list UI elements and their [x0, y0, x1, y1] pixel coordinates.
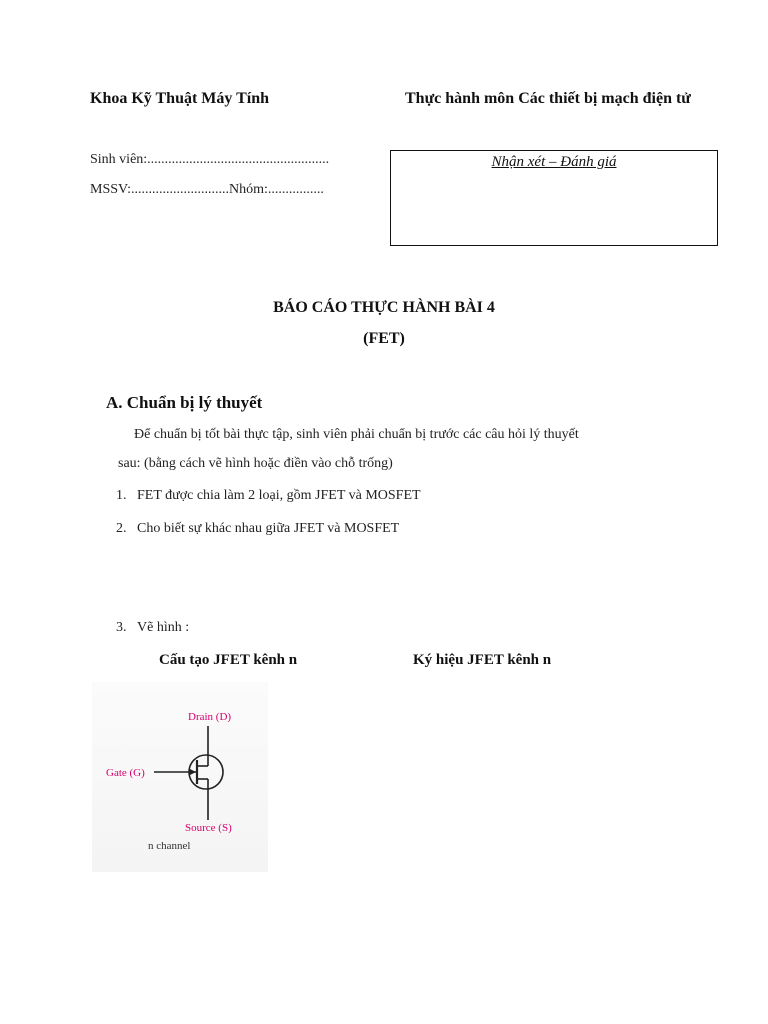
student-name-field: Sinh viên:....................................................	[90, 152, 330, 167]
jfet-symbol-diagram	[92, 682, 268, 872]
report-title: BÁO CÁO THỰC HÀNH BÀI 4	[273, 299, 495, 316]
department-name: Khoa Kỹ Thuật Máy Tính	[90, 90, 270, 107]
jfet-symbol-label: Ký hiệu JFET kênh n	[413, 652, 552, 668]
section-a-heading: A. Chuẩn bị lý thuyết	[106, 393, 263, 412]
section-a-intro-line1: Để chuẩn bị tốt bài thực tập, sinh viên phải chuẩn bị trước các câu hỏi lý thuyết	[134, 427, 579, 442]
report-subtitle: (FET)	[363, 330, 405, 347]
list-item-text: Cho biết sự khác nhau giữa JFET và MOSFET	[137, 521, 400, 536]
drain-label: Drain (D)	[188, 711, 232, 723]
evaluation-box	[390, 150, 718, 246]
jfet-structure-label: Cấu tạo JFET kênh n	[159, 652, 298, 668]
jfet-symbol-figure	[92, 682, 268, 872]
evaluation-title: Nhận xét – Đánh giá	[491, 154, 617, 170]
list-number: 3.	[116, 620, 127, 635]
list-item-text: Vẽ hình :	[137, 620, 190, 635]
section-a-intro-line2: sau: (bằng cách vẽ hình hoặc điền vào chỗ trống)	[118, 456, 393, 471]
student-id-group-field: MSSV:............................Nhóm:................	[90, 182, 324, 197]
list-number: 2.	[116, 521, 127, 536]
channel-label: n channel	[148, 840, 191, 852]
list-item-text: FET được chia làm 2 loại, gồm JFET và MOSFET	[137, 488, 421, 503]
source-label: Source (S)	[185, 822, 232, 834]
gate-arrow-icon	[189, 769, 196, 776]
list-number: 1.	[116, 488, 127, 503]
course-name: Thực hành môn Các thiết bị mạch điện tử	[405, 90, 691, 107]
gate-label: Gate (G)	[106, 767, 145, 779]
